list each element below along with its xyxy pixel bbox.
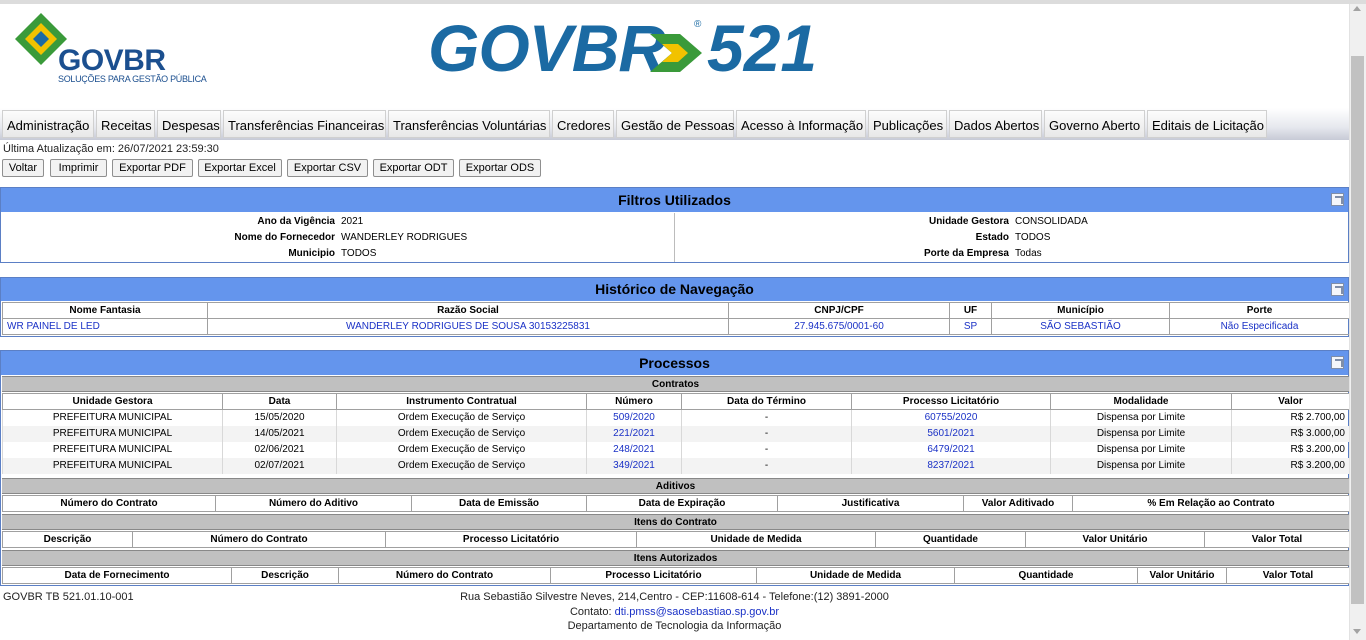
history-link[interactable]: 27.945.675/0001-60 bbox=[729, 319, 950, 335]
table-cell: Ordem Execução de Serviço bbox=[337, 442, 587, 458]
column-header: Data bbox=[223, 394, 337, 410]
contract-number-link[interactable]: 248/2021 bbox=[587, 442, 682, 458]
exportar-pdf-button[interactable]: Exportar PDF bbox=[112, 159, 193, 177]
table-cell: R$ 3.200,00 bbox=[1232, 458, 1350, 474]
column-header: Valor bbox=[1232, 394, 1350, 410]
menu-despesas[interactable]: Despesas bbox=[157, 110, 221, 138]
column-header: Município bbox=[992, 303, 1170, 319]
govbr-logo-subtitle: SOLUÇÕES PARA GESTÃO PÚBLICA bbox=[58, 74, 207, 84]
exportar-ods-button[interactable]: Exportar ODS bbox=[459, 159, 541, 177]
menu-transferencias-financeiras[interactable]: Transferências Financeiras bbox=[223, 110, 386, 138]
column-header: Processo Licitatório bbox=[852, 394, 1051, 410]
footer-address: Rua Sebastião Silvestre Neves, 214,Centro - CEP:11608-614 - Telefone:(12) 3891-2000 bbox=[460, 591, 889, 603]
menu-editais-de-licitacao[interactable]: Editais de Licitação bbox=[1147, 110, 1267, 138]
registered-mark: ® bbox=[694, 19, 702, 30]
expand-icon[interactable] bbox=[1331, 283, 1344, 296]
column-header: Descrição bbox=[232, 568, 339, 584]
history-link[interactable]: SP bbox=[950, 319, 992, 335]
expand-icon[interactable] bbox=[1331, 356, 1344, 369]
govbr-521-logo-text: GOVBR bbox=[428, 11, 666, 85]
scroll-up-arrow-icon[interactable] bbox=[1353, 6, 1361, 11]
history-link[interactable]: SÃO SEBASTIÃO bbox=[992, 319, 1170, 335]
table-cell: Dispensa por Limite bbox=[1051, 458, 1232, 474]
filter-value: Todas bbox=[1015, 248, 1042, 259]
scrollbar-thumb[interactable] bbox=[1351, 56, 1364, 604]
table-cell: Ordem Execução de Serviço bbox=[337, 426, 587, 442]
history-link[interactable]: Não Especificada bbox=[1170, 319, 1350, 335]
table-row bbox=[3, 426, 1350, 442]
exportar-csv-button[interactable]: Exportar CSV bbox=[287, 159, 368, 177]
menu-transferencias-voluntarias[interactable]: Transferências Voluntárias bbox=[388, 110, 550, 138]
table-cell: 02/07/2021 bbox=[223, 458, 337, 474]
footer-version: GOVBR TB 521.01.10-001 bbox=[3, 591, 134, 603]
column-header: Data de Fornecimento bbox=[3, 568, 232, 584]
browser-top-edge bbox=[0, 0, 1366, 4]
table-cell: - bbox=[682, 458, 852, 474]
table-cell: Ordem Execução de Serviço bbox=[337, 410, 587, 426]
imprimir-button[interactable]: Imprimir bbox=[50, 159, 107, 177]
table-row bbox=[3, 319, 1350, 335]
column-header: Número do Contrato bbox=[3, 496, 216, 512]
table-cell: PREFEITURA MUNICIPAL bbox=[3, 442, 223, 458]
table-cell: R$ 2.700,00 bbox=[1232, 410, 1350, 426]
column-header: Unidade de Medida bbox=[637, 532, 876, 548]
process-link[interactable]: 6479/2021 bbox=[852, 442, 1051, 458]
filters-title: Filtros Utilizados bbox=[1, 188, 1348, 212]
table-cell: R$ 3.000,00 bbox=[1232, 426, 1350, 442]
process-link[interactable]: 5601/2021 bbox=[852, 426, 1051, 442]
process-link[interactable]: 60755/2020 bbox=[852, 410, 1051, 426]
menu-governo-aberto[interactable]: Governo Aberto bbox=[1044, 110, 1145, 138]
contracts-title: Contratos bbox=[2, 376, 1349, 392]
process-link[interactable]: 8237/2021 bbox=[852, 458, 1051, 474]
menu-administracao[interactable]: Administração bbox=[2, 110, 94, 138]
column-header: Justificativa bbox=[778, 496, 964, 512]
filter-label: Unidade Gestora bbox=[928, 216, 1009, 227]
itens-contrato-table bbox=[2, 531, 1350, 548]
voltar-button[interactable]: Voltar bbox=[2, 159, 44, 177]
aditivos-table bbox=[2, 495, 1350, 512]
menu-credores[interactable]: Credores bbox=[552, 110, 614, 138]
column-header: Data do Término bbox=[682, 394, 852, 410]
processes-panel bbox=[0, 350, 1349, 586]
menu-acesso-a-informacao[interactable]: Acesso à Informação bbox=[736, 110, 866, 138]
expand-icon[interactable] bbox=[1331, 193, 1344, 206]
itens-autorizados-table bbox=[2, 567, 1350, 584]
filter-value: WANDERLEY RODRIGUES bbox=[341, 232, 468, 243]
column-header: Número bbox=[587, 394, 682, 410]
history-link[interactable]: WANDERLEY RODRIGUES DE SOUSA 30153225831 bbox=[208, 319, 729, 335]
column-header: Data de Expiração bbox=[587, 496, 778, 512]
history-link[interactable]: WR PAINEL DE LED bbox=[3, 319, 208, 335]
filters-panel bbox=[0, 187, 1349, 263]
contract-number-link[interactable]: 221/2021 bbox=[587, 426, 682, 442]
column-header: Valor Unitário bbox=[1138, 568, 1227, 584]
govbr-arrow-icon bbox=[648, 30, 704, 76]
column-header: Processo Licitatório bbox=[551, 568, 757, 584]
exportar-excel-button[interactable]: Exportar Excel bbox=[198, 159, 282, 177]
table-cell: PREFEITURA MUNICIPAL bbox=[3, 458, 223, 474]
table-cell: 14/05/2021 bbox=[223, 426, 337, 442]
footer-department: Departamento de Tecnologia da Informação bbox=[567, 620, 782, 632]
table-cell: - bbox=[682, 426, 852, 442]
filter-label: Porte da Empresa bbox=[923, 248, 1009, 259]
table-cell: 02/06/2021 bbox=[223, 442, 337, 458]
table-cell: R$ 3.200,00 bbox=[1232, 442, 1350, 458]
filter-label: Nome do Fornecedor bbox=[234, 232, 335, 243]
menu-gestao-de-pessoas[interactable]: Gestão de Pessoas bbox=[616, 110, 734, 138]
scroll-down-arrow-icon[interactable] bbox=[1353, 629, 1361, 634]
column-header: Número do Aditivo bbox=[216, 496, 412, 512]
filter-label: Ano da Vigência bbox=[257, 216, 335, 227]
table-row bbox=[3, 442, 1350, 458]
column-header: Nome Fantasia bbox=[3, 303, 208, 319]
column-header: Quantidade bbox=[955, 568, 1138, 584]
filter-value: 2021 bbox=[341, 216, 364, 227]
table-cell: Dispensa por Limite bbox=[1051, 410, 1232, 426]
column-header: Valor Total bbox=[1227, 568, 1350, 584]
contract-number-link[interactable]: 349/2021 bbox=[587, 458, 682, 474]
footer-contact bbox=[0, 606, 1349, 618]
itens-autorizados-title: Itens Autorizados bbox=[2, 550, 1349, 566]
table-cell: PREFEITURA MUNICIPAL bbox=[3, 410, 223, 426]
table-cell: 15/05/2020 bbox=[223, 410, 337, 426]
column-header: Instrumento Contratual bbox=[337, 394, 587, 410]
column-header: Quantidade bbox=[876, 532, 1026, 548]
filter-label: Estado bbox=[975, 232, 1009, 243]
govbr-521-number: 521 bbox=[707, 11, 818, 85]
column-header: Unidade Gestora bbox=[3, 394, 223, 410]
table-row bbox=[3, 458, 1350, 474]
menu-receitas[interactable]: Receitas bbox=[96, 110, 155, 138]
footer-contact-email[interactable]: dti.pmss@saosebastiao.sp.gov.br bbox=[614, 606, 780, 618]
column-header: Razão Social bbox=[208, 303, 729, 319]
history-panel bbox=[0, 277, 1349, 337]
column-header: Unidade de Medida bbox=[757, 568, 955, 584]
column-header: Valor Aditivado bbox=[964, 496, 1073, 512]
table-row bbox=[3, 410, 1350, 426]
contracts-table bbox=[2, 393, 1350, 474]
exportar-odt-button[interactable]: Exportar ODT bbox=[373, 159, 454, 177]
contract-number-link[interactable]: 509/2020 bbox=[587, 410, 682, 426]
table-cell: Ordem Execução de Serviço bbox=[337, 458, 587, 474]
table-cell: Dispensa por Limite bbox=[1051, 442, 1232, 458]
filter-value: TODOS bbox=[1015, 232, 1051, 243]
column-header: Número do Contrato bbox=[339, 568, 551, 584]
column-header: UF bbox=[950, 303, 992, 319]
aditivos-title: Aditivos bbox=[2, 478, 1349, 494]
table-cell: - bbox=[682, 410, 852, 426]
menu-publicacoes[interactable]: Publicações bbox=[868, 110, 947, 138]
column-header: Processo Licitatório bbox=[386, 532, 637, 548]
history-table bbox=[2, 302, 1350, 335]
itens-contrato-title: Itens do Contrato bbox=[2, 514, 1349, 530]
column-header: Descrição bbox=[3, 532, 133, 548]
table-cell: - bbox=[682, 442, 852, 458]
column-header: Valor Unitário bbox=[1026, 532, 1205, 548]
column-header: Valor Total bbox=[1205, 532, 1350, 548]
column-header: % Em Relação ao Contrato bbox=[1073, 496, 1350, 512]
govbr-logo-text: GOVBR bbox=[58, 44, 166, 77]
table-cell: PREFEITURA MUNICIPAL bbox=[3, 426, 223, 442]
column-header: Porte bbox=[1170, 303, 1350, 319]
column-header: Modalidade bbox=[1051, 394, 1232, 410]
last-update-text: Última Atualização em: 26/07/2021 23:59:30 bbox=[3, 143, 219, 155]
column-header: Data de Emissão bbox=[412, 496, 587, 512]
menu-dados-abertos[interactable]: Dados Abertos bbox=[949, 110, 1042, 138]
history-title: Histórico de Navegação bbox=[1, 278, 1348, 301]
filter-label: Municipio bbox=[288, 248, 335, 259]
column-header: Número do Contrato bbox=[133, 532, 386, 548]
processes-title: Processos bbox=[1, 351, 1348, 375]
footer-contact-label: Contato: bbox=[569, 606, 612, 618]
filter-value: CONSOLIDADA bbox=[1015, 216, 1088, 227]
column-header: CNPJ/CPF bbox=[729, 303, 950, 319]
table-cell: Dispensa por Limite bbox=[1051, 426, 1232, 442]
filter-value: TODOS bbox=[341, 248, 377, 259]
